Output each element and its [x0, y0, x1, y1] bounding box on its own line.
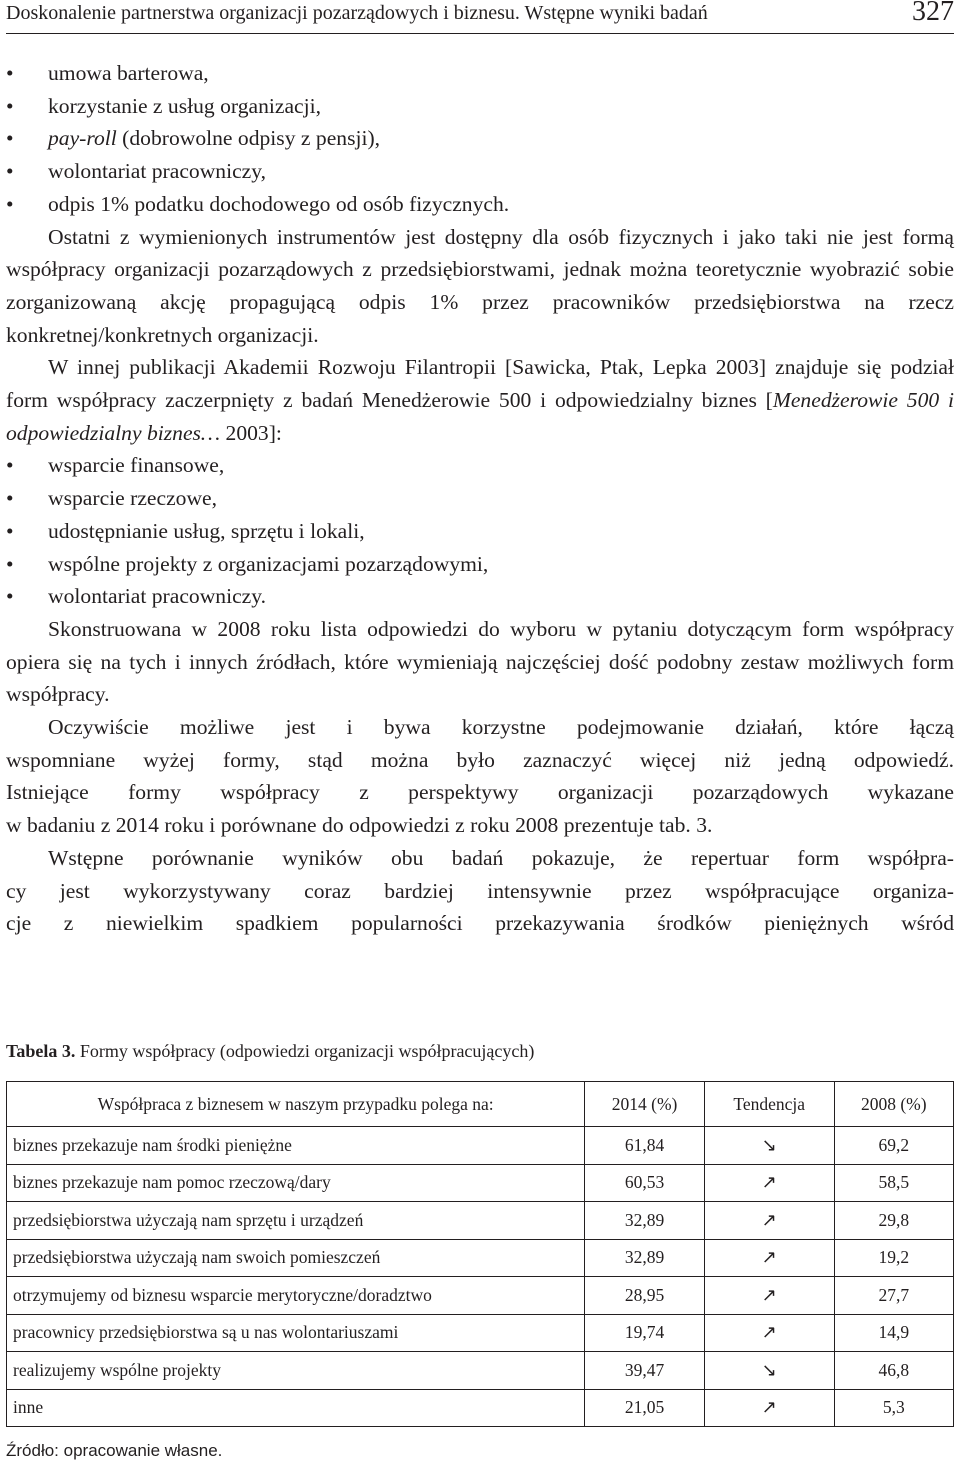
value-2014: 28,95 [585, 1277, 705, 1315]
paragraph: Ostatni z wymienionych instrumentów jest dostępny dla osób fizycznych i jako taki nie jest formą współpracy organizacji pozarządowych z przedsiębiorstwami, jednak można teoretycznie wyobrazić sobie zorganizowaną akcję propagującą odpis 1% przez pracowników przedsiębiorstwa na rzecz konkretnej/konkretnych organizacji. [6, 224, 954, 347]
row-label: otrzymujemy od biznesu wsparcie merytoryczne/doradztwo [7, 1277, 585, 1315]
value-2008: 29,8 [834, 1202, 953, 1240]
row-label: realizujemy wspólne projekty [7, 1352, 585, 1390]
trend-arrow-icon: ↗ [704, 1389, 834, 1427]
value-2014: 32,89 [585, 1239, 705, 1277]
row-label: biznes przekazuje nam pomoc rzeczową/dary [7, 1164, 585, 1202]
value-2008: 19,2 [834, 1239, 953, 1277]
text-line: Wstępne porównanie wyników obu badań pokazuje, że repertuar form współpra- [48, 845, 954, 870]
paragraph: W innej publikacji Akademii Rozwoju Filantropii [Sawicka, Ptak, Lepka 2003] znajduje się podział form współpracy zaczerpnięty z badań Menedżerowie 500 i odpowiedzialny biznes [Menedżerowie 500 i odpowiedzialny biznes… 2003]: [6, 355, 955, 445]
list-item: • odpis 1% podatku dochodowego od osób fizycznych. [6, 188, 954, 221]
column-header: 2014 (%) [585, 1082, 705, 1127]
table-row [7, 1127, 954, 1165]
table-row [7, 1202, 954, 1240]
row-label: pracownicy przedsiębiorstwa są u nas wolontariuszami [7, 1314, 585, 1352]
value-2008: 69,2 [834, 1127, 953, 1165]
table-source: Źródło: opracowanie własne. [6, 1441, 223, 1460]
value-2014: 60,53 [585, 1164, 705, 1202]
table-row [7, 1389, 954, 1427]
table-row [7, 1277, 954, 1315]
list-item: • wsparcie finansowe, [6, 449, 954, 482]
list-item: • wolontariat pracowniczy. [6, 580, 954, 613]
column-header: 2008 (%) [834, 1082, 953, 1127]
column-header: Współpraca z biznesem w naszym przypadku polega na: [7, 1082, 585, 1127]
row-label: inne [7, 1389, 585, 1427]
value-2008: 27,7 [834, 1277, 953, 1315]
value-2014: 61,84 [585, 1127, 705, 1165]
list-item: • wsparcie rzeczowe, [6, 482, 954, 515]
cooperation-table [6, 1081, 954, 1427]
value-2008: 46,8 [834, 1352, 953, 1390]
text-line: cy jest wykorzystywany coraz bardziej intensywnie przez współpracujące organiza- [6, 878, 954, 903]
table-row [7, 1352, 954, 1390]
column-header: Tendencja [704, 1082, 834, 1127]
list-item: • korzystanie z usług organizacji, [6, 90, 954, 123]
table-caption: Tabela 3. Formy współpracy (odpowiedzi organizacji współpracujących) [6, 1041, 535, 1061]
trend-arrow-icon: ↗ [704, 1277, 834, 1315]
running-head [6, 0, 954, 34]
paragraph [6, 711, 954, 842]
row-label: przedsiębiorstwa użyczają nam sprzętu i urządzeń [7, 1202, 585, 1240]
list-item: • umowa barterowa, [6, 57, 954, 90]
text-line: w badaniu z 2014 roku i porównane do odpowiedzi z roku 2008 prezentuje tab. 3. [6, 813, 713, 838]
paragraph [6, 842, 954, 940]
value-2014: 32,89 [585, 1202, 705, 1240]
table-row [7, 1164, 954, 1202]
running-title: Doskonalenie partnerstwa organizacji pozarządowych i biznesu. Wstępne wyniki badań [6, 2, 708, 24]
list-item: • wolontariat pracowniczy, [6, 155, 954, 188]
page [6, 0, 955, 1460]
value-2014: 39,47 [585, 1352, 705, 1390]
trend-arrow-icon: ↗ [704, 1164, 834, 1202]
row-label: przedsiębiorstwa użyczają nam swoich pomieszczeń [7, 1239, 585, 1277]
text-line: wspomniane wyżej formy, stąd można było zaznaczyć więcej niż jedną odpowiedź. [6, 747, 954, 772]
instrument-list [6, 57, 954, 221]
trend-arrow-icon: ↗ [704, 1239, 834, 1277]
page-number: 327 [912, 0, 954, 27]
trend-arrow-icon: ↘ [704, 1352, 834, 1390]
text-line: cje z niewielkim spadkiem popularności przekazywania środków pieniężnych wśród [6, 911, 954, 936]
table-header-row [7, 1082, 954, 1127]
table-row [7, 1314, 954, 1352]
row-label: biznes przekazuje nam środki pieniężne [7, 1127, 585, 1165]
list-item: • wspólne projekty z organizacjami pozarządowymi, [6, 548, 954, 581]
list-item: • udostępnianie usług, sprzętu i lokali, [6, 515, 954, 548]
body-text [6, 57, 954, 940]
value-2008: 5,3 [834, 1389, 953, 1427]
text-line: Oczywiście możliwe jest i bywa korzystne podejmowanie działań, które łączą [48, 715, 954, 740]
table-row [7, 1239, 954, 1277]
trend-arrow-icon: ↗ [704, 1314, 834, 1352]
trend-arrow-icon: ↘ [704, 1127, 834, 1165]
text-line: Istniejące formy współpracy z perspektywy organizacji pozarządowych wykazane [6, 780, 954, 805]
value-2014: 19,74 [585, 1314, 705, 1352]
list-item: • pay-roll (dobrowolne odpisy z pensji), [6, 122, 954, 155]
value-2008: 14,9 [834, 1314, 953, 1352]
paragraph: Skonstruowana w 2008 roku lista odpowiedzi do wyboru w pytaniu dotyczącym form współpracy opiera się na tych i innych źródłach, które wymieniają najczęściej dość podobny zestaw możliwych form współpracy. [6, 616, 954, 707]
value-2008: 58,5 [834, 1164, 953, 1202]
value-2014: 21,05 [585, 1389, 705, 1427]
trend-arrow-icon: ↗ [704, 1202, 834, 1240]
support-forms-list [6, 449, 954, 613]
